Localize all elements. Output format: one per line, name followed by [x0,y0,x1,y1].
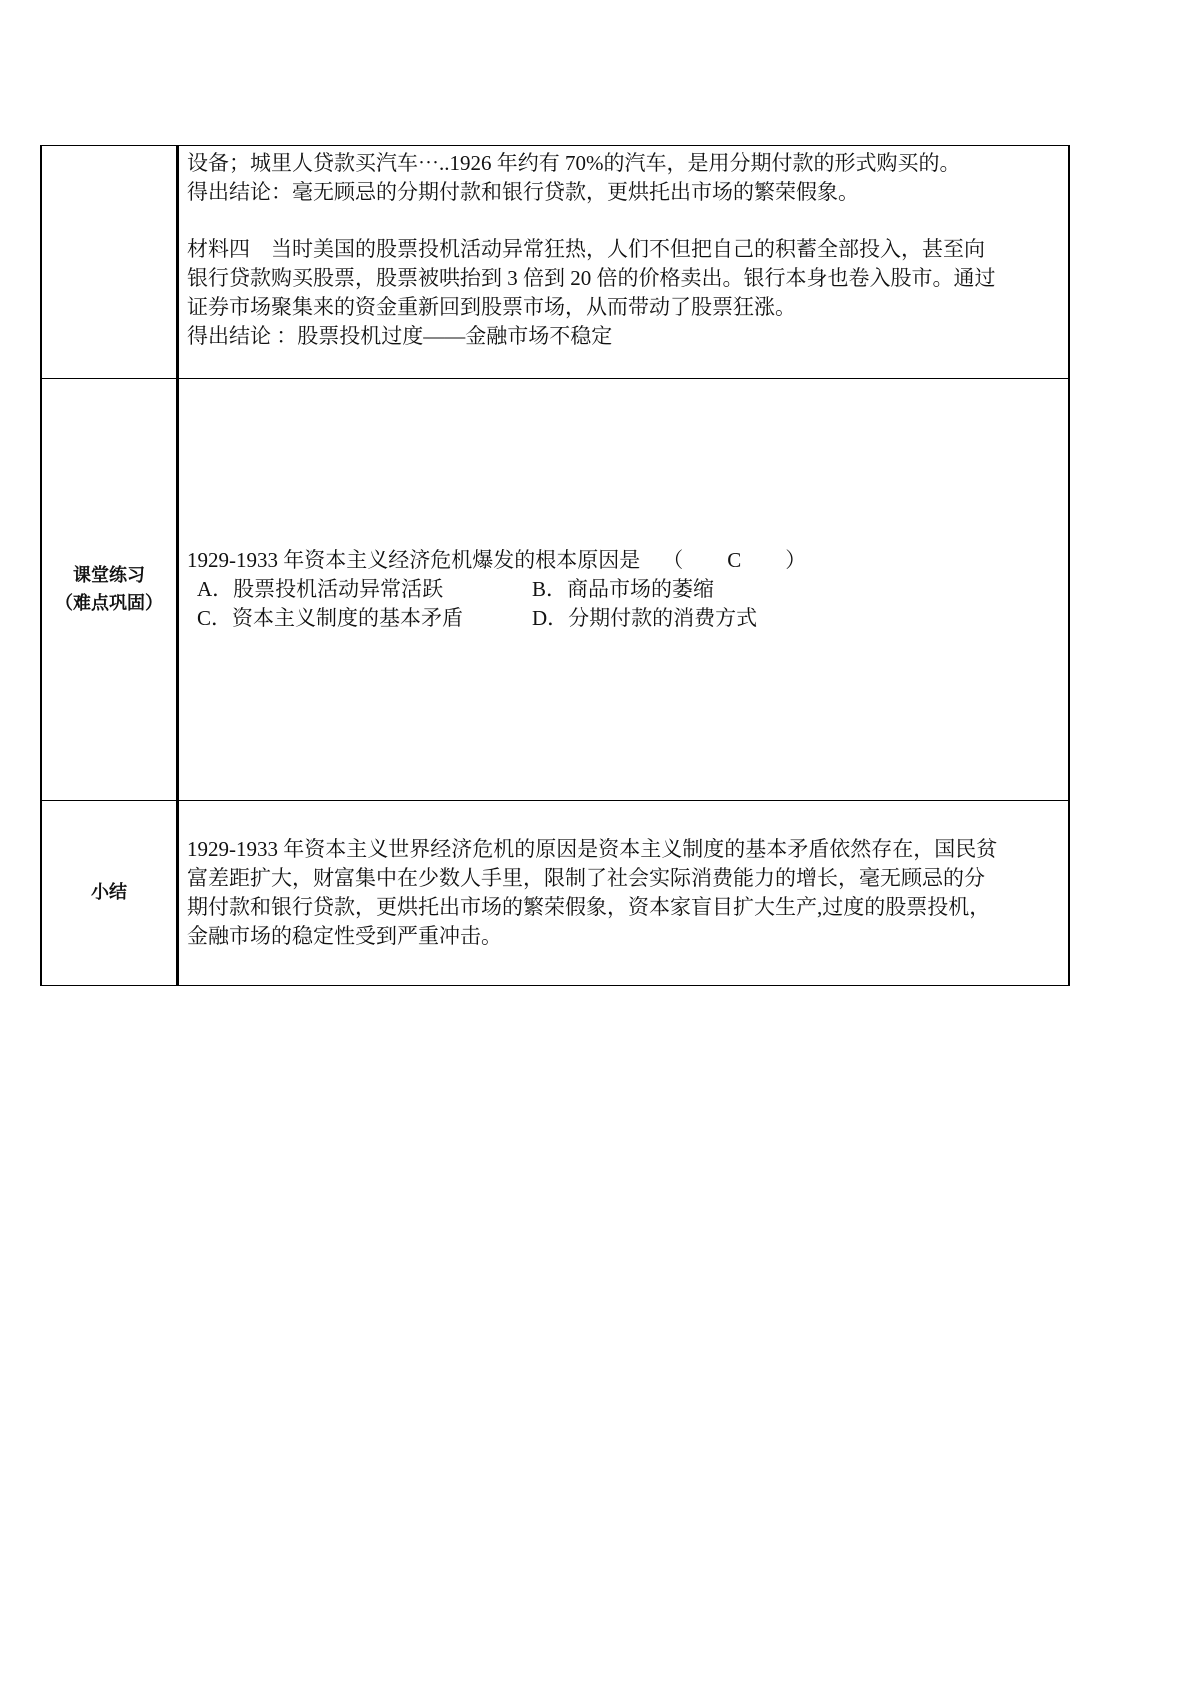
answer-choice: C [727,548,742,572]
table-row-material [42,146,1068,379]
row-label-subtitle: （难点巩固） [55,592,163,614]
text-line: 证券市场聚集来的资金重新回到股票市场，从而带动了股票狂涨。 [187,295,796,319]
row-label-summary [42,801,179,985]
summary-content [179,801,1068,985]
material-paragraph [187,149,1060,207]
exercise-content [179,379,1068,800]
row-label-title: 小结 [91,882,127,903]
conclusion-line: 得出结论 ：股票投机过度——金融市场不稳定 [187,324,613,348]
material-content [179,146,1068,378]
text-line: 材料四 当时美国的股票投机活动异常狂热，人们不但把自己的积蓄全部投入，甚至向 [187,237,985,261]
option-d: D．分期付款的消费方式 [532,606,758,630]
summary-line: 富差距扩大，财富集中在少数人手里，限制了社会实际消费能力的增长，毫无顾忌的分 [187,866,985,890]
text-line: 银行贷款购买股票，股票被哄抬到 3 倍到 20 倍的价格卖出。银行本身也卷入股市。通过 [187,266,996,290]
answer-bracket-close: ） [785,548,807,572]
summary-line: 1929-1933 年资本主义世界经济危机的原因是资本主义制度的基本矛盾依然存在，国民贫 [187,837,998,861]
answer-bracket-open: （ [662,548,684,572]
option-a: A．股票投机活动异常活跃 [197,577,444,601]
question-stem-line [187,546,1060,575]
question-options [187,575,1060,633]
option-b: B．商品市场的萎缩 [532,577,715,601]
lesson-table [40,145,1070,986]
option-c: C．资本主义制度的基本矛盾 [197,606,464,630]
conclusion-line: 得出结论：毫无顾忌的分期付款和银行贷款，更烘托出市场的繁荣假象。 [187,180,859,204]
table-row-exercise [42,379,1068,801]
summary-line: 期付款和银行贷款，更烘托出市场的繁荣假象，资本家盲目扩大生产,过度的股票投机， [187,895,991,919]
text-line: 设备；城里人贷款买汽车⋯..1926 年约有 70%的汽车，是用分期付款的形式购买的。 [187,151,961,175]
question-stem: 1929-1933 年资本主义经济危机爆发的根本原因是 [187,548,641,572]
material-four-paragraph [187,235,1060,351]
table-row-summary [42,801,1068,985]
summary-line: 金融市场的稳定性受到严重冲击。 [187,924,502,948]
row-label-title: 课堂练习 [73,564,145,586]
row-label-exercise [42,379,179,800]
row-label-empty [42,146,179,378]
